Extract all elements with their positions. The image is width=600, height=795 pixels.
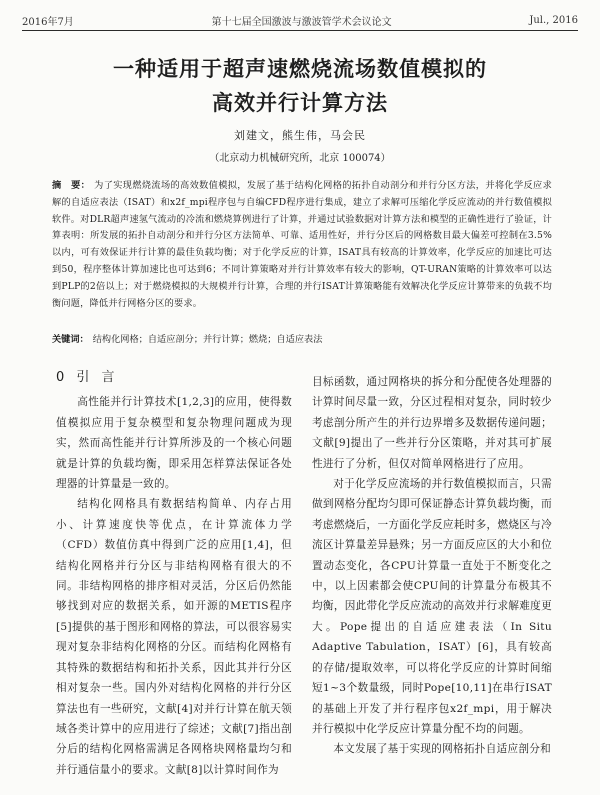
- header-rule: [22, 30, 578, 31]
- abstract-text: 为了实现燃烧流场的高效数值模拟，发展了基于结构化网格的拓扑自动剖分和并行分区方法，并将化学反应求解的自适应表法（ISAT）和x2f_mpi程序包与自编CFD程序进行集成，建立了求解可压缩化学反应流动的并行数值模拟软件。对DLR超声速氢气流动的冷流和燃烧算例进行了计算，并通过试验数据对计算方法和模型的正确性进行了验证，计算表明：所发展的拓扑自动剖分和并行分区方法简单、可靠、适用性好，并行分区后的网格数目最大偏差可控制在3.5%以内，可有效保证并行计算的最佳负载均衡；对于化学反应的计算，ISAT具有较高的计算效率，化学反应的加速比可达到50，程序整体计算加速比也可达到6；不同计算策略对并行计算效率有较大的影响，QT-URAN策略的计算效率可以达到PLP的2倍以上；对于燃烧模拟的大规模并行计算，合理的并行ISAT计算策略能有效解决化学反应计算带来的负载不均衡问题，降低并行网格分区的要求。: [52, 180, 552, 309]
- right-paragraph-2: 对于化学反应流场的并行数值模拟而言，只需做到网格分配均匀即可保证静态计算负载均衡，而考虑燃烧后，一方面化学反应耗时多，燃烧区与冷流区计算量差异悬殊；另一方面反应区的大小和位置动态变化，各CPU计算量一直处于不断变化之中，以上因素都会使CPU间的计算量分布极其不均衡，因此带化学反应流动的高效并行求解难度更大。Pope提出的自适应建表法（In Situ Adaptive Tabulation，ISAT）[6]，具有较高的存储/提取效率，可以将化学反应的计算时间缩短1~3个数量级，同时Pope[10,11]在串行ISAT的基础上开发了并行程序包x2f_mpi，用于解决并行模拟中化学反应计算量分配不均的问题。: [312, 478, 552, 735]
- abstract-label: 摘 要：: [52, 180, 91, 191]
- right-paragraph-1: 目标函数，通过网格块的拆分和分配使各处理器的计算时间尽量一致，分区过程相对复杂，同时较少考虑剖分所产生的并行边界增多及数据传递问题；文献[9]提出了一些并行分区策略，并对其可扩展性进行了分析，但仅对简单网格进行了应用。: [312, 376, 552, 470]
- keywords-text: 结构化网格；自适应剖分；并行计算；燃烧；自适应表法: [92, 334, 323, 345]
- right-column: [312, 372, 552, 760]
- abstract: [52, 178, 552, 312]
- keywords: [52, 331, 552, 345]
- header-date: 2016年7月: [22, 16, 74, 28]
- header-conference: 第十七届全国激波与激波管学术会议论文: [211, 16, 392, 28]
- title-line-2: 高效并行计算方法: [212, 91, 388, 115]
- running-header: [22, 12, 578, 28]
- left-paragraph-1: 高性能并行计算技术[1,2,3]的应用，使得数值模拟应用于复杂模型和复杂物理问题成为现实，然而高性能并行计算所涉及的一个核心问题就是计算的负载均衡，即采用怎样算法保证各处理器的计算量是一致的。: [56, 396, 292, 491]
- title-line-1: 一种适用于超声速燃烧流场数值模拟的: [113, 57, 487, 81]
- section-heading: 0 引 言: [56, 370, 119, 385]
- right-paragraph-3: 本文发展了基于实现的网格拓扑自适应剖分和: [333, 743, 552, 756]
- authors: 刘建文，熊生伟，马会民: [234, 129, 366, 142]
- left-paragraph-2: 结构化网格具有数据结构简单、内存占用小、计算速度快等优点，在计算流体力学（CFD）数值仿真中得到广泛的应用[1,4]，但结构化网格并行分区与非结构网格有很大的不同。非结构网格的排序相对灵活，分区后仍然能够找到对应的数据关系，如开源的METIS程序[5]提供的基于图形和网格的算法，可以很容易实现对复杂非结构化网格的分区。而结构化网格有其特殊的数据结构和拓扑关系，因此其并行分区相对复杂一些。国内外对结构化网格的并行分区算法也有一些研究，文献[4]对并行计算在航天领域各类计算中的应用进行了综述；文献[7]指出剖分后的结构化网格需满足各网格块网格量均匀和并行通信量小的要求。文献[8]以计算时间作为: [56, 498, 292, 776]
- header-month: Jul., 2016: [529, 14, 578, 26]
- paper-title: [0, 52, 600, 120]
- keywords-label: 关键词：: [52, 334, 89, 345]
- affiliation: （北京动力机械研究所，北京 100074）: [209, 153, 391, 164]
- left-column: [56, 368, 292, 780]
